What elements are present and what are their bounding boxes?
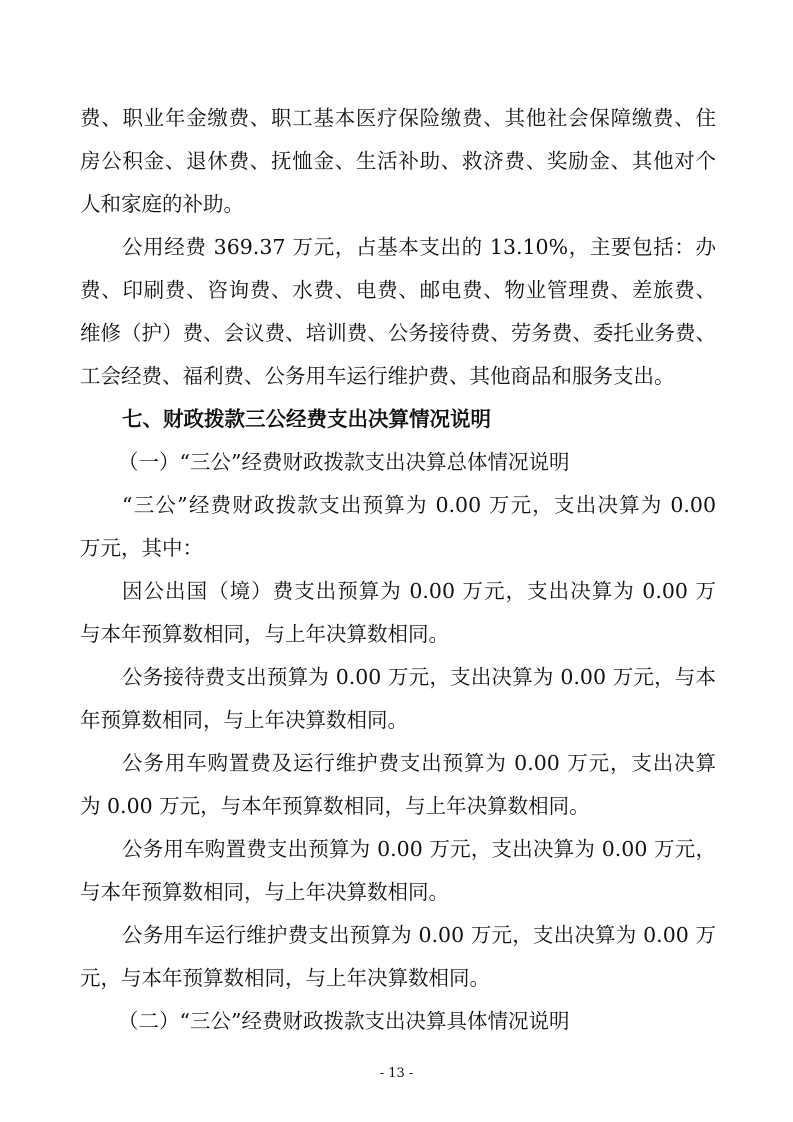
subsection-heading: （一）“三公”经费财政拨款支出决算总体情况说明 [118,450,570,474]
text-line: 维修（护）费、会议费、培训费、公务接待费、劳务费、委托业务费、 [80,321,716,345]
text-line: 公用经费 369.37 万元，占基本支出的 13.10%，主要包括：办 [122,235,716,259]
page-number: - 13 - [379,1066,414,1081]
text-line: 年预算数相同，与上年决算数相同。 [80,708,408,732]
text-line: 与本年预算数相同，与上年决算数相同。 [80,880,449,904]
text-line: 元，与本年预算数相同，与上年决算数相同。 [80,966,490,990]
text-line: 与本年预算数相同，与上年决算数相同。 [80,622,449,646]
text-line: 费、印刷费、咨询费、水费、电费、邮电费、物业管理费、差旅费、 [80,278,716,302]
text-line: 公务用车运行维护费支出预算为 0.00 万元，支出决算为 0.00 万 [122,923,716,947]
text-line: 费、职业年金缴费、职工基本医疗保险缴费、其他社会保障缴费、住 [80,106,716,130]
text-line: 因公出国（境）费支出预算为 0.00 万元，支出决算为 0.00 万 [122,579,716,603]
document-page [80,97,716,1043]
text-line: 房公积金、退休费、抚恤金、生活补助、救济费、奖励金、其他对个 [80,149,716,173]
subsection-heading: （二）“三公”经费财政拨款支出决算具体情况说明 [118,1009,570,1033]
text-line: 公务接待费支出预算为 0.00 万元，支出决算为 0.00 万元，与本 [122,665,716,689]
text-line: 公务用车购置费支出预算为 0.00 万元，支出决算为 0.00 万元， [122,837,716,861]
text-line: 工会经费、福利费、公务用车运行维护费、其他商品和服务支出。 [80,364,675,388]
text-line: 人和家庭的补助。 [80,192,244,216]
section-heading: 七、财政拨款三公经费支出决算情况说明 [122,407,491,431]
text-line: 公务用车购置费及运行维护费支出预算为 0.00 万元，支出决算 [122,751,716,775]
text-line: 万元，其中： [80,536,203,560]
text-line: 为 0.00 万元，与本年预算数相同，与上年决算数相同。 [80,794,590,818]
text-line: “三公”经费财政拨款支出预算为 0.00 万元，支出决算为 0.00 [122,493,716,517]
